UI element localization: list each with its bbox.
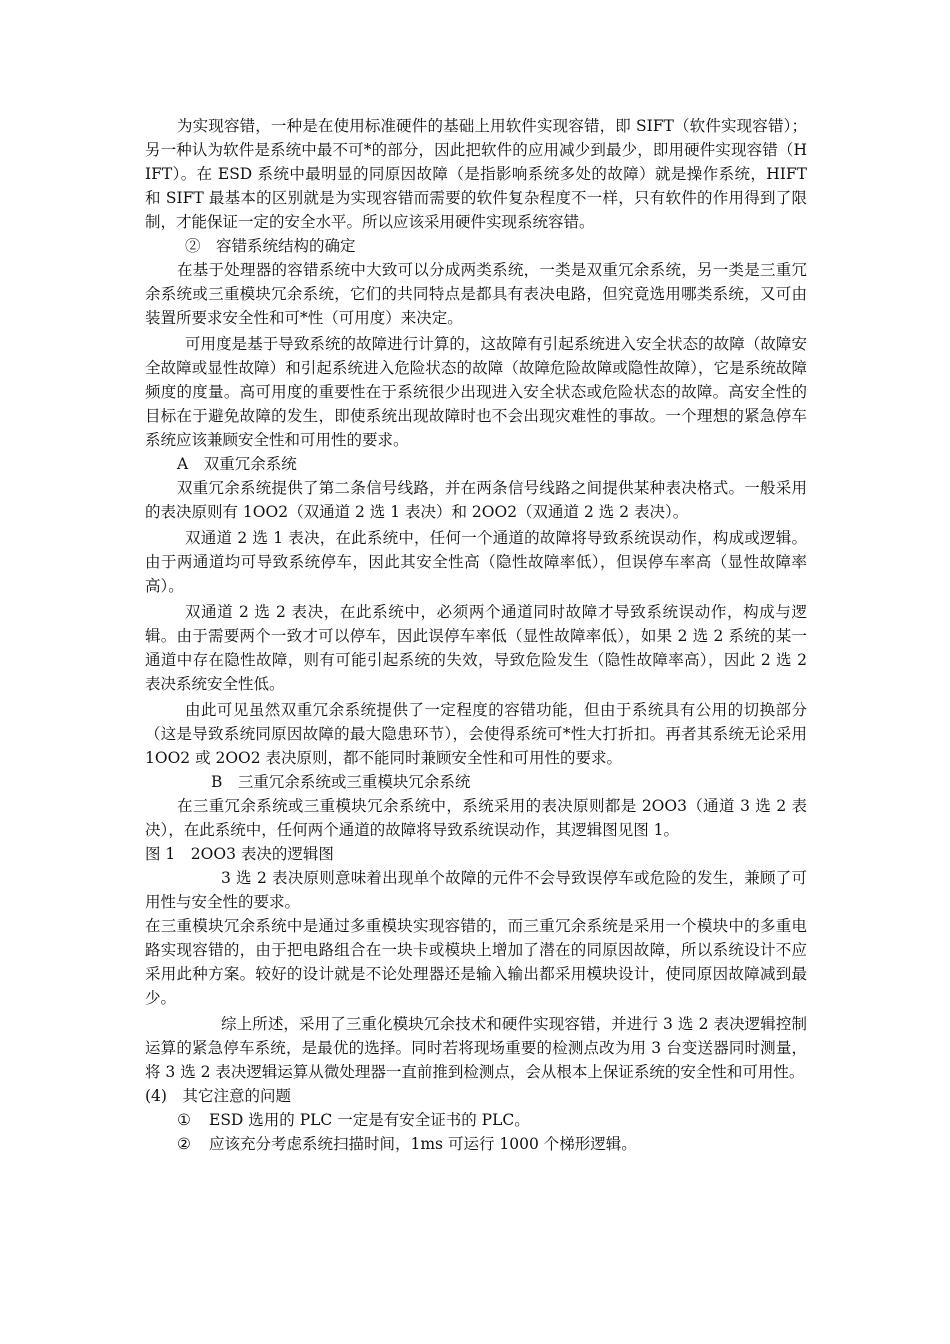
paragraph-dual-redundant-summary: 由此可见虽然双重冗余系统提供了一定程度的容错功能，但由于系统具有公用的切换部分（这是导致系统同原因故障的最大隐患环节），会使得系统可*性大打折扣。再者其系统无论采用 1OO2 或 2OO2 表决原则，都不能同时兼顾安全性和可用性的要求。 <box>145 701 807 767</box>
paragraph-two-system-types: 在基于处理器的容错系统中大致可以分成两类系统，一类是双重冗余系统，另一类是三重冗余系统或三重模块冗余系统，它们的共同特点是都具有表决电路，但究竟选用哪类系统，又可由装置所要求安全性和可*性（可用度）来决定。 <box>145 261 807 327</box>
list-item <box>145 1132 807 1156</box>
paragraph-tmr-design: 在三重模块冗余系统中是通过多重模块实现容错的，而三重冗余系统是采用一个模块中的多重电路实现容错的，由于把电路组合在一块卡或模块上增加了潜在的同原因故障，所以系统设计不应采用此种方案。较好的设计就是不论处理器还是输入输出都采用模块设计，使同原因故障减到最少。 <box>145 917 807 1007</box>
heading-dual-redundant: A 双重冗余系统 <box>177 455 297 473</box>
paragraph-conclusion: 综上所述，采用了三重化模块冗余技术和硬件实现容错，并进行 3 选 2 表决逻辑控制运算的紧急停车系统，是最优的选择。同时若将现场重要的检测点改为用 3 台变送器同时测量，将 3 选 2 表决逻辑运算从微处理器一直前推到检测点，会从根本上保证系统的安全性和可用性。 <box>145 1015 807 1081</box>
list-item-number: ① <box>177 1111 191 1129</box>
paragraph-availability: 可用度是基于导致系统的故障进行计算的，这故障有引起系统进入安全状态的故障（故障安全故障或显性故障）和引起系统进入危险状态的故障（故障危险故障或隐性故障），它是系统故障频度的度量。高可用度的重要性在于系统很少出现进入安全状态或危险状态的故障。高安全性的目标在于避免故障的发生，即使系统出现故障时也不会出现灾难性的事故。一个理想的紧急停车系统应该兼顾安全性和可用性的要求。 <box>145 335 807 449</box>
paragraph-2oo3: 在三重冗余系统或三重模块冗余系统中，系统采用的表决原则都是 2OO3（通道 3 选 2 表决），在此系统中，任何两个通道的故障将导致系统误动作，其逻辑图见图 1。 <box>145 797 807 839</box>
heading-other-issues: (4) 其它注意的问题 <box>145 1087 291 1105</box>
paragraph-software-hardware-fault-tolerance: 为实现容错，一种是在使用标准硬件的基础上用软件实现容错，即 SIFT（软件实现容错）；另一种认为软件是系统中最不可*的部分，因此把软件的应用减少到最少，即用硬件实现容错（HIFT）。在 ESD 系统中最明显的同原因故障（是指影响系统多处的故障）就是操作系统，HIFT 和 SIFT 最基本的区别就是为实现容错而需要的软件复杂程度不一样，只有软件的作用得到了限制，才能保证一定的安全水平。所以应该采用硬件实现系统容错。 <box>145 117 807 231</box>
paragraph-2oo3-meaning: 3 选 2 表决原则意味着出现单个故障的元件不会导致误停车或危险的发生，兼顾了可用性与安全性的要求。 <box>145 869 807 911</box>
heading-fault-tolerant-structure: ② 容错系统结构的确定 <box>185 237 356 255</box>
list-item-text: 应该充分考虑系统扫描时间，1ms 可运行 1000 个梯形逻辑。 <box>209 1135 637 1153</box>
list-item-text: ESD 选用的 PLC 一定是有安全证书的 PLC。 <box>209 1111 530 1129</box>
figure-caption: 图 1 2OO3 表决的逻辑图 <box>145 845 334 863</box>
paragraph-2oo2: 双通道 2 选 2 表决，在此系统中，必须两个通道同时故障才导致系统误动作，构成与逻辑。由于需要两个一致才可以停车，因此误停车率低（显性故障率低），如果 2 选 2 系统的某一通道中存在隐性故障，则有可能引起系统的失效，导致危险发生（隐性故障率高），因此 2 选 2 表决系统安全性低。 <box>145 603 807 693</box>
document-body <box>145 114 807 1156</box>
paragraph-1oo2: 双通道 2 选 1 表决，在此系统中，任何一个通道的故障将导致系统误动作，构成或逻辑。由于两通道均可导致系统停车，因此其安全性高（隐性故障率低），但误停车率高（显性故障率高）。 <box>145 529 807 595</box>
list-item <box>145 1108 807 1132</box>
paragraph-dual-redundant-voting: 双重冗余系统提供了第二条信号线路，并在两条信号线路之间提供某种表决格式。一般采用的表决原则有 1OO2（双通道 2 选 1 表决）和 2OO2（双通道 2 选 2 表决）。 <box>145 479 807 521</box>
list-item-number: ② <box>177 1135 191 1153</box>
heading-triple-redundant: B 三重冗余系统或三重模块冗余系统 <box>211 773 471 791</box>
